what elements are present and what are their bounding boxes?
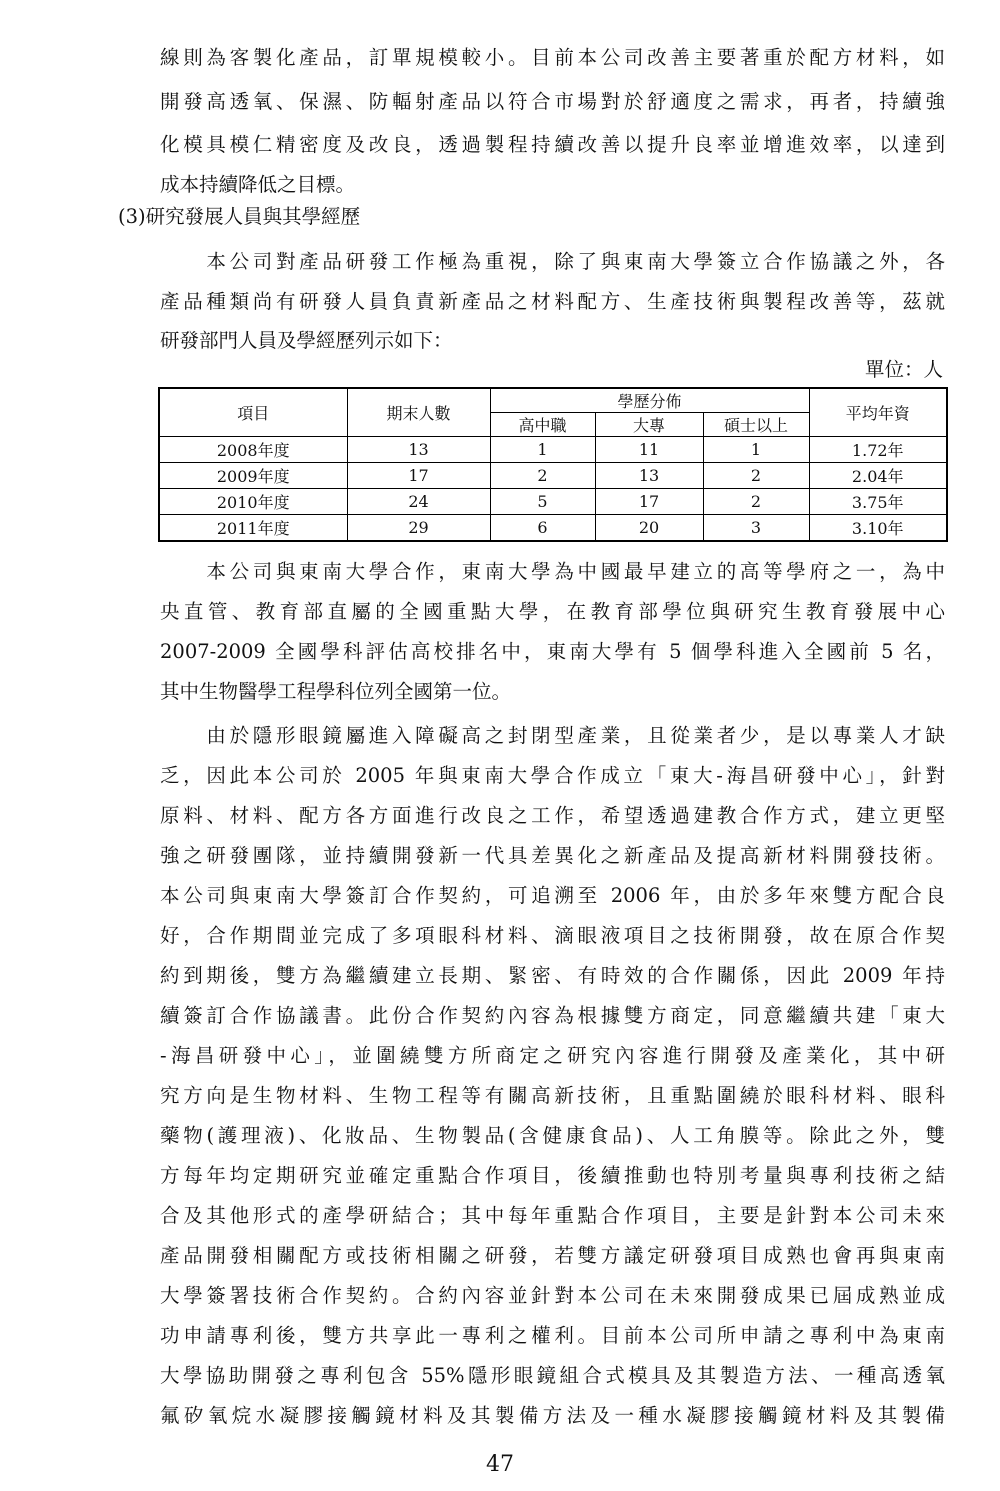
text-line: 大學協助開發之專利包含 55%隱形眼鏡組合式模具及其製造方法、一種高透氧 xyxy=(160,1364,945,1387)
staff-education-table xyxy=(158,387,948,542)
text-line: 2007-2009 全國學科評估高校排名中，東南大學有 5 個學科進入全國前 5 名， xyxy=(160,640,945,663)
text-line: 開發高透氧、保濕、防輻射產品以符合市場對於舒適度之需求，再者，持續強 xyxy=(160,90,945,113)
cell-tenure: 1.72年 xyxy=(809,437,947,463)
table-row xyxy=(159,437,947,463)
cell-college: 17 xyxy=(595,489,703,515)
cell-masters: 3 xyxy=(703,515,809,542)
cell-tenure: 2.04年 xyxy=(809,463,947,489)
text-line: 氟矽氧烷水凝膠接觸鏡材料及其製備方法及一種水凝膠接觸鏡材料及其製備 xyxy=(160,1404,945,1427)
text-line: 央直管、教育部直屬的全國重點大學，在教育部學位與研究生教育發展中心 xyxy=(160,600,945,623)
text-line: 線則為客製化產品，訂單規模較小。目前本公司改善主要著重於配方材料，如 xyxy=(160,46,945,69)
cell-headcount: 24 xyxy=(347,489,490,515)
text-line: 研發部門人員及學經歷列示如下： xyxy=(160,329,453,352)
text-line: 成本持續降低之目標。 xyxy=(160,173,356,196)
header-avg-tenure: 平均年資 xyxy=(809,388,947,437)
page-number: 47 xyxy=(486,1452,514,1477)
text-line: 合及其他形式的產學研結合；其中每年重點合作項目，主要是針對本公司未來 xyxy=(160,1204,945,1227)
text-line: 本公司與東南大學簽訂合作契約，可追溯至 2006 年，由於多年來雙方配合良 xyxy=(160,884,945,907)
section-heading: (3)研究發展人員與其學經歷 xyxy=(118,205,361,228)
cell-college: 11 xyxy=(595,437,703,463)
cell-college: 13 xyxy=(595,463,703,489)
text-line: 其中生物醫學工程學科位列全國第一位。 xyxy=(160,680,512,703)
text-line: 好，合作期間並完成了多項眼科材料、滴眼液項目之技術開發，故在原合作契 xyxy=(160,924,945,947)
cell-headcount: 13 xyxy=(347,437,490,463)
cell-high-school: 2 xyxy=(490,463,595,489)
text-line: 大學簽署技術合作契約。合約內容並針對本公司在未來開發成果已屆成熟並成 xyxy=(160,1284,945,1307)
cell-headcount: 17 xyxy=(347,463,490,489)
cell-year: 2009年度 xyxy=(159,463,347,489)
cell-year: 2008年度 xyxy=(159,437,347,463)
cell-college: 20 xyxy=(595,515,703,542)
text-line: 究方向是生物材料、生物工程等有關高新技術，且重點圍繞於眼科材料、眼科 xyxy=(160,1084,945,1107)
text-line: 產品種類尚有研發人員負責新產品之材料配方、生產技術與製程改善等，茲就 xyxy=(160,290,945,313)
cell-high-school: 5 xyxy=(490,489,595,515)
text-line: 本公司與東南大學合作，東南大學為中國最早建立的高等學府之一，為中 xyxy=(160,560,945,583)
text-line: 方每年均定期研究並確定重點合作項目，後續推動也特別考量與專利技術之結 xyxy=(160,1164,945,1187)
cell-high-school: 6 xyxy=(490,515,595,542)
cell-year: 2010年度 xyxy=(159,489,347,515)
text-line: 產品開發相關配方或技術相關之研發，若雙方議定研發項目成熟也會再與東南 xyxy=(160,1244,945,1267)
cell-year: 2011年度 xyxy=(159,515,347,542)
unit-label: 單位：人 xyxy=(864,358,943,381)
table-row xyxy=(159,489,947,515)
header-headcount: 期末人數 xyxy=(347,388,490,437)
text-line: 藥物(護理液)、化妝品、生物製品(含健康食品)、人工角膜等。除此之外，雙 xyxy=(160,1124,945,1147)
table-row xyxy=(159,515,947,542)
text-line: 本公司對產品研發工作極為重視，除了與東南大學簽立合作協議之外，各 xyxy=(160,250,945,273)
cell-masters: 2 xyxy=(703,463,809,489)
header-college: 大專 xyxy=(595,413,703,437)
table-header-row xyxy=(159,388,947,413)
text-line: 功申請專利後，雙方共享此一專利之權利。目前本公司所申請之專利中為東南 xyxy=(160,1324,945,1347)
header-education: 學歷分佈 xyxy=(490,388,809,413)
header-item: 項目 xyxy=(159,388,347,437)
header-masters: 碩士以上 xyxy=(703,413,809,437)
text-line: 原料、材料、配方各方面進行改良之工作，希望透過建教合作方式，建立更堅 xyxy=(160,804,945,827)
header-high-school: 高中職 xyxy=(490,413,595,437)
text-line: 化模具模仁精密度及改良，透過製程持續改善以提升良率並增進效率，以達到 xyxy=(160,133,945,156)
text-line: -海昌研發中心」，並圍繞雙方所商定之研究內容進行開發及產業化，其中研 xyxy=(160,1044,945,1067)
text-line: 乏，因此本公司於 2005 年與東南大學合作成立「東大-海昌研發中心」，針對 xyxy=(160,764,945,787)
cell-masters: 2 xyxy=(703,489,809,515)
text-line: 續簽訂合作協議書。此份合作契約內容為根據雙方商定，同意繼續共建「東大 xyxy=(160,1004,945,1027)
cell-headcount: 29 xyxy=(347,515,490,542)
cell-tenure: 3.75年 xyxy=(809,489,947,515)
cell-tenure: 3.10年 xyxy=(809,515,947,542)
text-line: 強之研發團隊，並持續開發新一代具差異化之新產品及提高新材料開發技術。 xyxy=(160,844,945,867)
cell-high-school: 1 xyxy=(490,437,595,463)
text-line: 由於隱形眼鏡屬進入障礙高之封閉型產業，且從業者少，是以專業人才缺 xyxy=(160,724,945,747)
cell-masters: 1 xyxy=(703,437,809,463)
text-line: 約到期後，雙方為繼續建立長期、緊密、有時效的合作關係，因此 2009 年持 xyxy=(160,964,945,987)
table-row xyxy=(159,463,947,489)
